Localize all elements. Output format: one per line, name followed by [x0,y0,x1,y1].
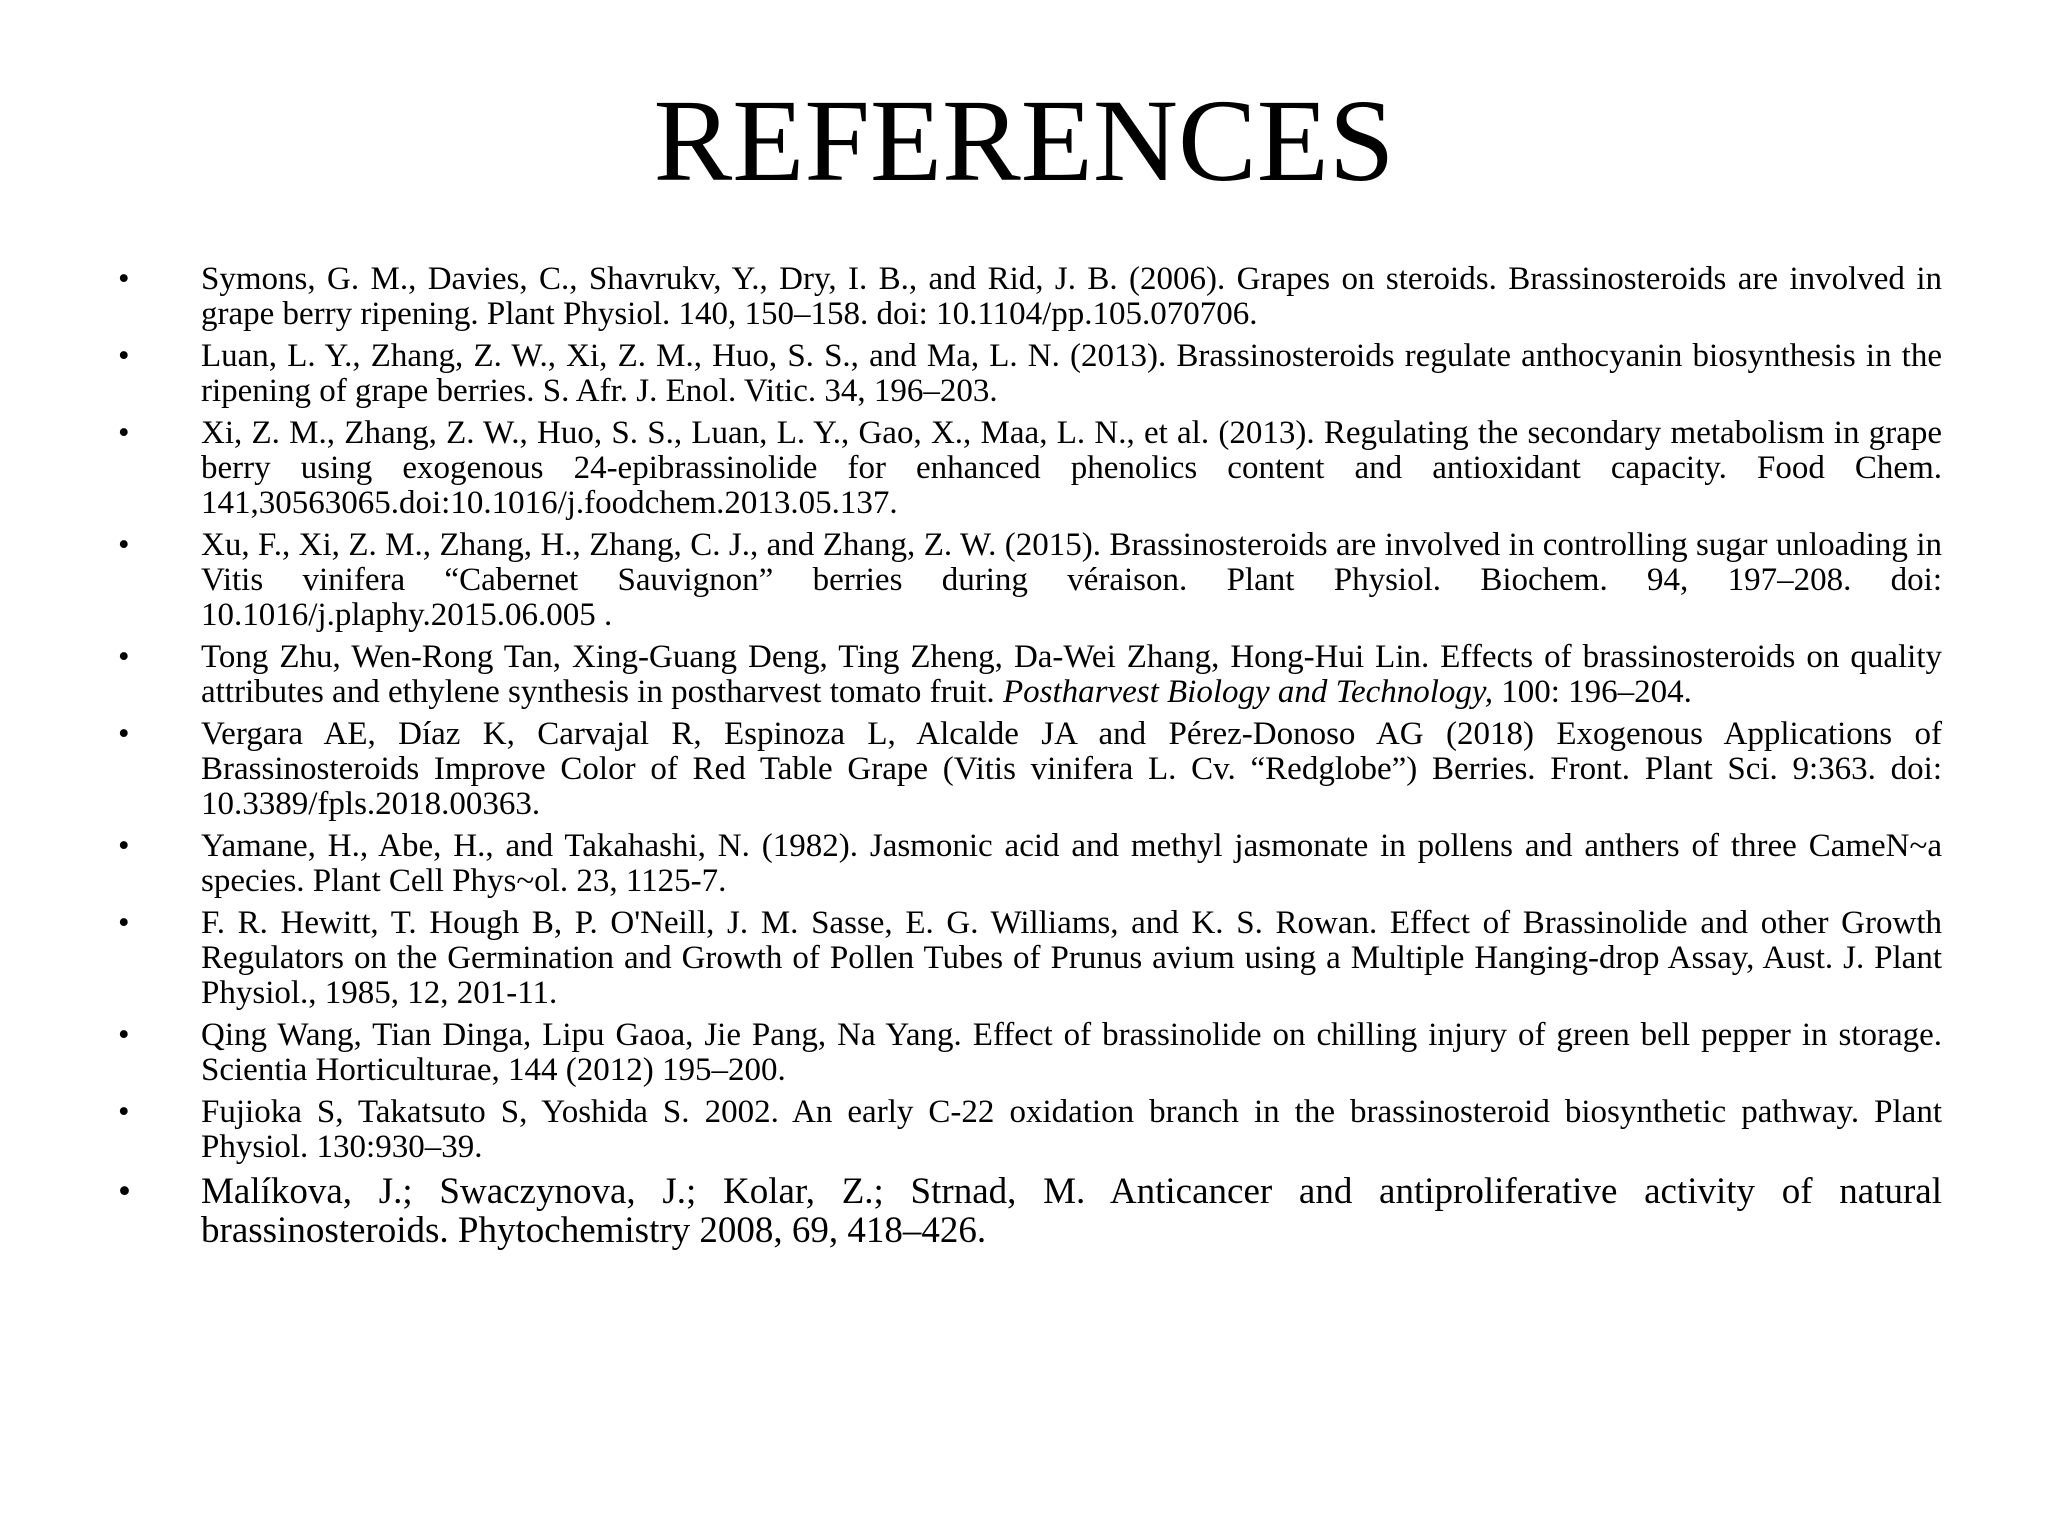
reference-item [118,528,1942,633]
reference-item [118,1172,1942,1250]
bullet-icon: • [118,639,130,675]
bullet-icon: • [118,1171,131,1212]
bullet-icon: • [118,527,130,563]
reference-text: Fujioka S, Takatsuto S, Yoshida S. 2002. An early C-22 oxidation branch in the brassinosteroid biosynthetic pathway. Plant Physiol. 130:930–39. [201,1094,1942,1165]
reference-item [118,640,1942,710]
reference-text: Vergara AE, Díaz K, Carvajal R, Espinoza L, Alcalde JA and Pérez-Donoso AG (2018) Exogenous Applications of Brassinosteroids Improve Color of Red Table Grape (Vitis vinifera L. Cv. “Redglobe”) Berries. Front. Plant Sci. 9:363. doi: 10.3389/fpls.2018.00363. [201,716,1942,822]
bullet-icon: • [118,716,130,752]
reference-item [118,339,1942,409]
bullet-icon: • [118,1017,130,1053]
bullet-icon: • [118,1094,130,1130]
reference-text: Yamane, H., Abe, H., and Takahashi, N. (1982). Jasmonic acid and methyl jasmonate in pollens and anthers of three CameN~a species. Plant Cell Phys~ol. 23, 1125-7. [201,828,1942,899]
journal-name-italic: Postharvest Biology and Technology, [1002,674,1494,710]
reference-item [118,717,1942,822]
reference-item [118,1095,1942,1165]
slide-title: REFERENCES [653,75,1395,206]
bullet-icon: • [118,261,130,297]
reference-item [118,906,1942,1011]
reference-text-part: 100: 196–204. [1493,674,1692,710]
reference-text [201,639,1942,710]
reference-text: Luan, L. Y., Zhang, Z. W., Xi, Z. M., Huo, S. S., and Ma, L. N. (2013). Brassinosteroids regulate anthocyanin biosynthesis in the ripening of grape berries. S. Afr. J. Enol. Vitic. 34, 196–203. [201,338,1942,409]
reference-text: Xi, Z. M., Zhang, Z. W., Huo, S. S., Luan, L. Y., Gao, X., Maa, L. N., et al. (2013). Regulating the secondary metabolism in grape berry using exogenous 24-epibrassinolide for enhanced phenolics content and antioxidant capacity. Food Chem. 141,30563065.doi:10.1016/j.foodchem.2013.05.137. [201,415,1942,521]
bullet-icon: • [118,338,130,374]
reference-item [118,829,1942,899]
reference-item [118,1018,1942,1088]
reference-text: Xu, F., Xi, Z. M., Zhang, H., Zhang, C. J., and Zhang, Z. W. (2015). Brassinosteroids are involved in controlling sugar unloading in Vitis vinifera “Cabernet Sauvignon” berries during véraison. Plant Physiol. Biochem. 94, 197–208. doi: 10.1016/j.plaphy.2015.06.005 . [201,527,1942,633]
reference-text: Qing Wang, Tian Dinga, Lipu Gaoa, Jie Pang, Na Yang. Effect of brassinolide on chilling injury of green bell pepper in storage. Scientia Horticulturae, 144 (2012) 195–200. [201,1017,1942,1088]
reference-item [118,416,1942,521]
bullet-icon: • [118,905,130,941]
reference-text: Symons, G. M., Davies, C., Shavrukv, Y., Dry, I. B., and Rid, J. B. (2006). Grapes on steroids. Brassinosteroids are involved in grape berry ripening. Plant Physiol. 140, 150–158. doi: 10.1104/pp.105.070706. [201,261,1942,332]
reference-text-part: Tong Zhu, Wen-Rong Tan, Xing-Guang Deng, Ting Zheng, Da-Wei Zhang, Hong-Hui Lin. Effects of brassinosteroids on quality attributes and ethylene synthesis in postharvest tomato fruit. [201,639,1942,710]
reference-text: Malíkova, J.; Swaczynova, J.; Kolar, Z.; Strnad, M. Anticancer and antiproliferative activity of natural brassinosteroids. Phytochemistry 2008, 69, 418–426. [201,1171,1942,1251]
reference-list [118,262,1942,1257]
reference-text: F. R. Hewitt, T. Hough B, P. O'Neill, J. M. Sasse, E. G. Williams, and K. S. Rowan. Effect of Brassinolide and other Growth Regulators on the Germination and Growth of Pollen Tubes of Prunus avium using a Multiple Hanging-drop Assay, Aust. J. Plant Physiol., 1985, 12, 201-11. [201,905,1942,1011]
bullet-icon: • [118,828,130,864]
reference-item [118,262,1942,332]
bullet-icon: • [118,415,130,451]
